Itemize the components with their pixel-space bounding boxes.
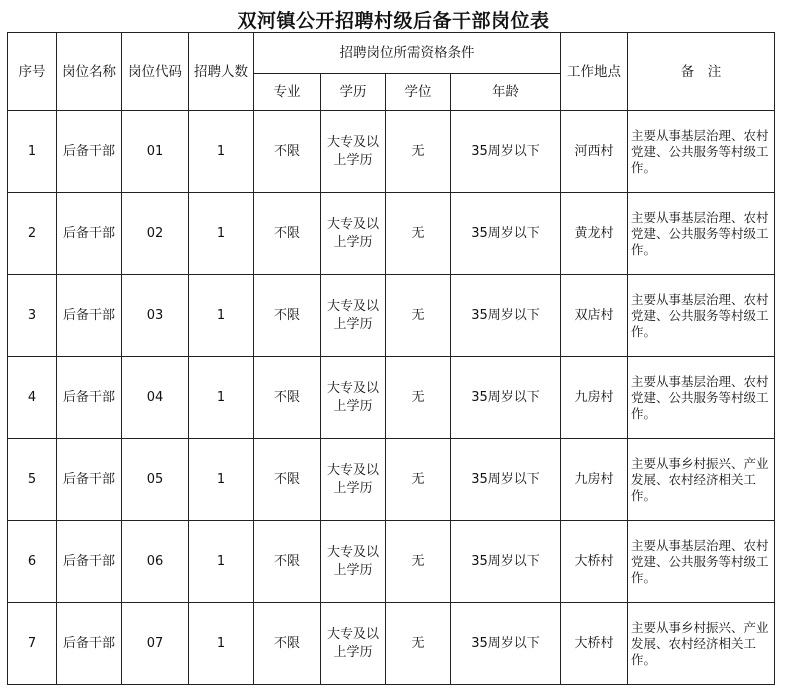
- cell-education-text: 大专及以上学历: [326, 544, 379, 578]
- cell-degree: 无: [386, 357, 451, 439]
- table-row: [8, 111, 775, 193]
- cell-remarks: 主要从事基层治理、农村党建、公共服务等村级工作。: [628, 275, 775, 357]
- cell-major: 不限: [254, 603, 321, 685]
- cell-education: [321, 275, 386, 357]
- cell-education-text: 大专及以上学历: [326, 462, 379, 496]
- cell-name: 后备干部: [57, 521, 122, 603]
- header-major: 专业: [254, 74, 321, 111]
- table-row: [8, 193, 775, 275]
- cell-age: 35周岁以下: [451, 275, 561, 357]
- cell-location: 九房村: [561, 439, 628, 521]
- cell-count: 1: [189, 521, 254, 603]
- cell-location: 大桥村: [561, 603, 628, 685]
- cell-degree: 无: [386, 111, 451, 193]
- cell-education: [321, 193, 386, 275]
- cell-remarks: 主要从事乡村振兴、产业发展、农村经济相关工作。: [628, 439, 775, 521]
- cell-major: 不限: [254, 111, 321, 193]
- cell-degree: 无: [386, 603, 451, 685]
- cell-location: 黄龙村: [561, 193, 628, 275]
- cell-age: 35周岁以下: [451, 521, 561, 603]
- cell-age: 35周岁以下: [451, 111, 561, 193]
- cell-count: 1: [189, 193, 254, 275]
- cell-count: 1: [189, 439, 254, 521]
- header-seq: 序号: [8, 33, 57, 111]
- cell-education: [321, 357, 386, 439]
- cell-location: 大桥村: [561, 521, 628, 603]
- cell-location: 双店村: [561, 275, 628, 357]
- cell-code: 07: [122, 603, 189, 685]
- cell-education-text: 大专及以上学历: [326, 298, 379, 332]
- cell-remarks: 主要从事基层治理、农村党建、公共服务等村级工作。: [628, 193, 775, 275]
- header-remarks: 备 注: [628, 33, 775, 111]
- cell-name: 后备干部: [57, 275, 122, 357]
- cell-education: [321, 603, 386, 685]
- cell-name: 后备干部: [57, 357, 122, 439]
- cell-remarks: 主要从事乡村振兴、产业发展、农村经济相关工作。: [628, 603, 775, 685]
- cell-seq: 2: [8, 193, 57, 275]
- cell-major: 不限: [254, 439, 321, 521]
- cell-degree: 无: [386, 275, 451, 357]
- cell-name: 后备干部: [57, 111, 122, 193]
- cell-age: 35周岁以下: [451, 439, 561, 521]
- page-title: 双河镇公开招聘村级后备干部岗位表: [237, 10, 550, 32]
- cell-education-text: 大专及以上学历: [326, 380, 379, 414]
- cell-location: 河西村: [561, 111, 628, 193]
- cell-name: 后备干部: [57, 439, 122, 521]
- cell-location: 九房村: [561, 357, 628, 439]
- cell-code: 04: [122, 357, 189, 439]
- cell-code: 01: [122, 111, 189, 193]
- header-location: 工作地点: [561, 33, 628, 111]
- cell-education: [321, 521, 386, 603]
- header-degree: 学位: [386, 74, 451, 111]
- cell-seq: 3: [8, 275, 57, 357]
- cell-education: [321, 111, 386, 193]
- cell-count: 1: [189, 603, 254, 685]
- cell-name: 后备干部: [57, 603, 122, 685]
- cell-remarks: 主要从事基层治理、农村党建、公共服务等村级工作。: [628, 357, 775, 439]
- header-conditions: 招聘岗位所需资格条件: [254, 33, 561, 74]
- cell-name: 后备干部: [57, 193, 122, 275]
- table-row: [8, 439, 775, 521]
- table-row: [8, 603, 775, 685]
- cell-count: 1: [189, 111, 254, 193]
- cell-degree: 无: [386, 521, 451, 603]
- cell-degree: 无: [386, 439, 451, 521]
- cell-major: 不限: [254, 193, 321, 275]
- cell-code: 06: [122, 521, 189, 603]
- header-age: 年龄: [451, 74, 561, 111]
- cell-education-text: 大专及以上学历: [326, 216, 379, 250]
- cell-seq: 4: [8, 357, 57, 439]
- cell-major: 不限: [254, 357, 321, 439]
- cell-age: 35周岁以下: [451, 603, 561, 685]
- cell-seq: 1: [8, 111, 57, 193]
- cell-age: 35周岁以下: [451, 357, 561, 439]
- cell-seq: 6: [8, 521, 57, 603]
- cell-seq: 7: [8, 603, 57, 685]
- header-name: 岗位名称: [57, 33, 122, 111]
- cell-age: 35周岁以下: [451, 193, 561, 275]
- cell-remarks: 主要从事基层治理、农村党建、公共服务等村级工作。: [628, 111, 775, 193]
- cell-count: 1: [189, 357, 254, 439]
- table-row: [8, 521, 775, 603]
- cell-major: 不限: [254, 521, 321, 603]
- header-count: 招聘人数: [189, 33, 254, 111]
- header-row-top: [8, 33, 775, 74]
- positions-table: [7, 32, 775, 685]
- cell-degree: 无: [386, 193, 451, 275]
- cell-code: 02: [122, 193, 189, 275]
- table-row: [8, 357, 775, 439]
- cell-education-text: 大专及以上学历: [326, 626, 379, 660]
- header-education: 学历: [321, 74, 386, 111]
- cell-education: [321, 439, 386, 521]
- header-code: 岗位代码: [122, 33, 189, 111]
- cell-remarks: 主要从事基层治理、农村党建、公共服务等村级工作。: [628, 521, 775, 603]
- cell-code: 05: [122, 439, 189, 521]
- table-row: [8, 275, 775, 357]
- cell-education-text: 大专及以上学历: [326, 134, 379, 168]
- cell-major: 不限: [254, 275, 321, 357]
- cell-seq: 5: [8, 439, 57, 521]
- cell-code: 03: [122, 275, 189, 357]
- cell-count: 1: [189, 275, 254, 357]
